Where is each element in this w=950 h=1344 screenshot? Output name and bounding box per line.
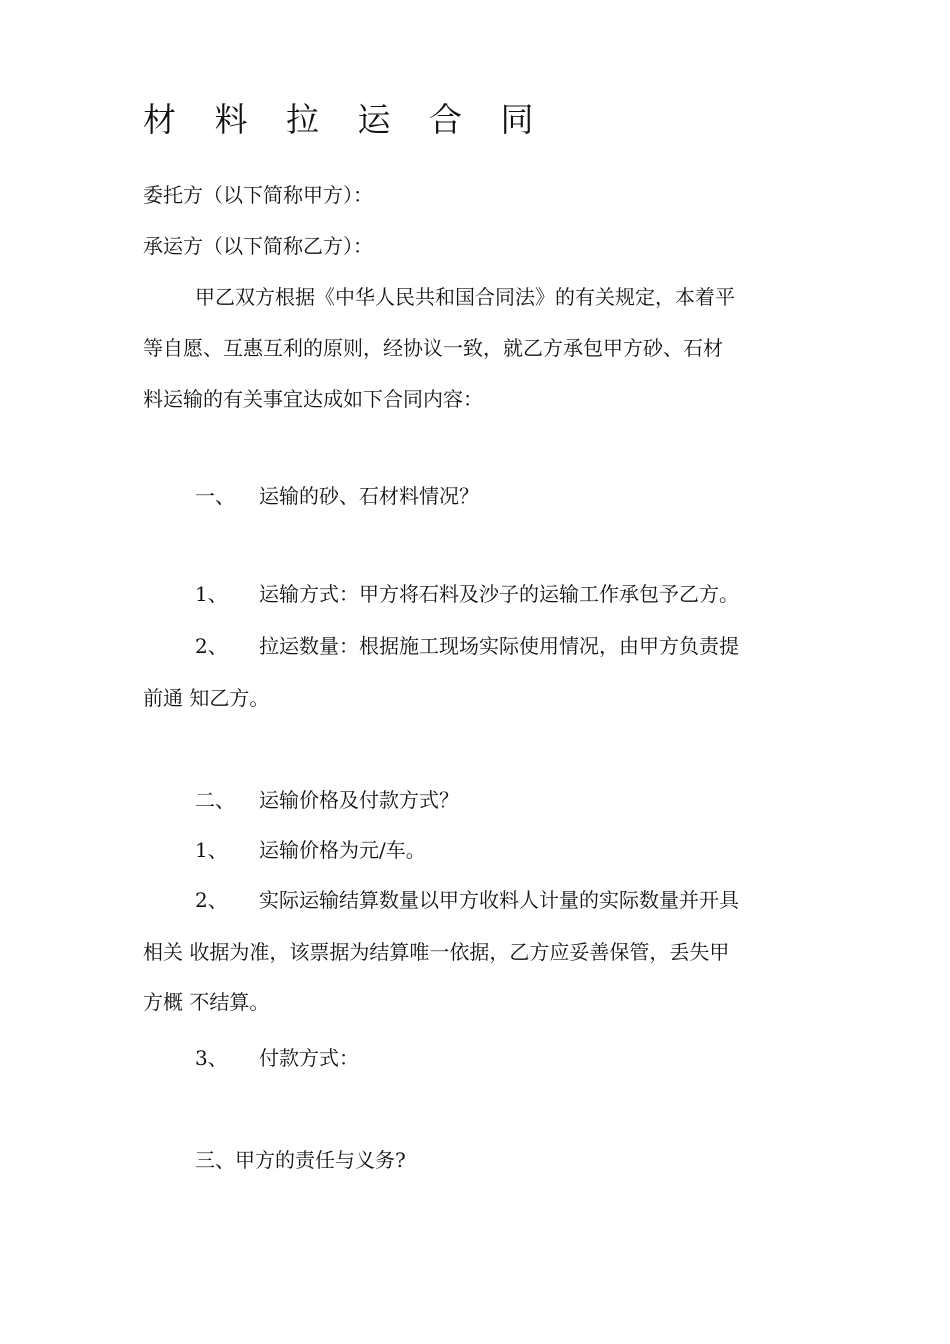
section-1-heading: 运输的砂、石材料情况？ (259, 484, 479, 508)
section-2-number: 二、 (195, 788, 235, 812)
section-2-item-2-text-line-2: 相关 收据为准，该票据为结算唯一依据，乙方应妥善保管，丢失甲 (143, 940, 730, 964)
section-1-number: 一、 (195, 484, 235, 508)
section-2-item-1-text: 运输价格为元/车。 (259, 838, 426, 862)
intro-line-2: 等自愿、互惠互利的原则，经协议一致，就乙方承包甲方砂、石材 (143, 336, 723, 360)
section-2-item-2-number: 2、 (195, 888, 228, 912)
section-1-item-1-number: 1、 (195, 582, 228, 606)
intro-line-1: 甲乙双方根据《中华人民共和国合同法》的有关规定，本着平 (195, 285, 735, 309)
section-1-item-2-text-line-2: 前通 知乙方。 (143, 686, 270, 710)
section-1-item-2-text-line-1: 拉运数量：根据施工现场实际使用情况，由甲方负责提 (259, 634, 739, 658)
party-b-line: 承运方（以下简称乙方）： (143, 234, 373, 258)
section-1-item-1-text: 运输方式：甲方将石料及沙子的运输工作承包予乙方。 (259, 582, 739, 606)
document-title: 材 料 拉 运 合 同 (143, 100, 548, 139)
section-2-item-3-number: 3、 (195, 1046, 228, 1070)
section-3-heading: 三、甲方的责任与义务? (195, 1148, 406, 1172)
section-2-item-3-text: 付款方式： (259, 1046, 359, 1070)
section-2-item-1-number: 1、 (195, 838, 228, 862)
section-1-item-2-number: 2、 (195, 634, 228, 658)
intro-line-3: 料运输的有关事宜达成如下合同内容： (143, 387, 483, 411)
section-2-item-2-text-line-3: 方概 不结算。 (143, 990, 270, 1014)
party-a-line: 委托方（以下简称甲方）： (143, 183, 373, 207)
section-2-item-2-text-line-1: 实际运输结算数量以甲方收料人计量的实际数量并开具 (259, 888, 739, 912)
section-2-heading: 运输价格及付款方式？ (259, 788, 459, 812)
